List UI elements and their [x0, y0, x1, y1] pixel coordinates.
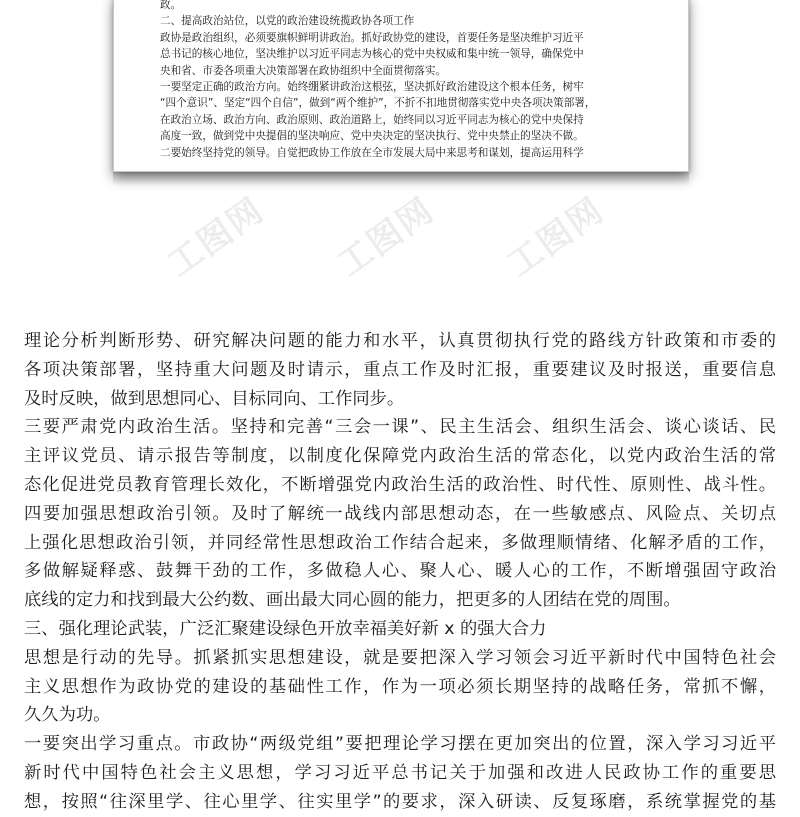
body-line: 多做解疑释惑、鼓舞干劲的工作，多做稳人心、聚人心、暖人心的工作，不断增强固守政治 — [24, 561, 776, 582]
preview-line: 高度一致，做到党中央提倡的坚决响应、党中央决定的坚决执行、党中央禁止的坚决不做。 — [160, 130, 584, 143]
preview-area — [0, 0, 800, 300]
body-line: 思想是行动的先导。抓紧抓实思想建设，就是要把深入学习领会习近平新时代中国特色社会 — [24, 647, 776, 668]
body-line: 主义思想作为政协党的建设的基础性工作，作为一项必须长期坚持的战略任务，常抓不懈， — [24, 676, 776, 697]
body-line: 主评议党员、请示报告等制度，以制度化保障党内政治生活的常态化，以党内政治生活的常 — [24, 446, 776, 467]
body-line: 各项决策部署，坚持重大问题及时请示，重点工作及时汇报，重要建议及时报送，重要信息 — [24, 359, 776, 380]
watermark: 工图网 — [500, 190, 612, 285]
card-shadow — [113, 172, 689, 186]
document-preview-text — [160, 0, 680, 161]
watermark: 工图网 — [160, 190, 272, 285]
preview-line: 总书记的核心地位，坚决维护以习近平同志为核心的党中央权威和集中统一领导，确保党中 — [160, 48, 584, 61]
preview-line: “四个意识”、坚定“四个自信”，做到“两个维护”，不折不扣地贯彻落实党中央各项决策部署， — [160, 97, 596, 110]
preview-line: 二、提高政治站位，以党的政治建设统揽政协各项工作 — [160, 15, 415, 28]
body-line: 一要突出学习重点。市政协“两级党组”要把理论学习摆在更加突出的位置，深入学习习近平 — [24, 734, 776, 755]
body-line: 三要严肃党内政治生活。坚持和完善“三会一课”、民主生活会、组织生活会、谈心谈话、民 — [24, 417, 776, 438]
preview-line: 二要始终坚持党的领导。自觉把政协工作放在全市发展大局中来思考和谋划，提高运用科学 — [160, 146, 584, 159]
document-preview-card — [113, 0, 689, 172]
body-line: 想，按照“往深里学、往心里学、往实里学”的要求，深入研读、反复琢磨，系统掌握党的基 — [24, 791, 776, 812]
body-line: 四要加强思想政治引领。及时了解统一战线内部思想动态，在一些敏感点、风险点、关切点 — [24, 503, 776, 524]
body-line: 底线的定力和找到最大公约数、画出最大同心圆的能力，把更多的人团结在党的周围。 — [24, 590, 681, 611]
body-line: 三、强化理论武装，广泛汇聚建设绿色开放幸福美好新 x 的强大合力 — [24, 618, 547, 639]
body-line: 上强化思想政治引领，并同经常性思想政治工作结合起来，多做理顺情绪、化解矛盾的工作， — [24, 532, 776, 553]
preview-line: 央和省、市委各项重大决策部署在政协组织中全面贯彻落实。 — [160, 64, 447, 77]
preview-line: 政。 — [160, 0, 182, 11]
body-line: 新时代中国特色社会主义思想，学习习近平总书记关于加强和改进人民政协工作的重要思 — [24, 762, 776, 783]
body-line: 理论分析判断形势、研究解决问题的能力和水平，认真贯彻执行党的路线方针政策和市委的 — [24, 331, 776, 351]
preview-line: 一要坚定正确的政治方向。始终绷紧讲政治这根弦，坚决抓好政治建设这个根本任务，树牢 — [160, 80, 584, 93]
body-line: 及时反映，做到思想同心、目标同向、工作同步。 — [24, 388, 405, 409]
body-line: 态化促进党员教育管理长效化，不断增强党内政治生活的政治性、时代性、原则性、战斗性。 — [24, 474, 776, 495]
watermark: 工图网 — [330, 190, 442, 285]
preview-line: 政协是政治组织，必须要旗帜鲜明讲政治。抓好政协党的建设，首要任务是坚决维护习近平 — [160, 31, 584, 44]
preview-line: 在政治立场、政治方向、政治原则、政治道路上，始终同以习近平同志为核心的党中央保持 — [160, 113, 584, 126]
document-body — [24, 327, 776, 817]
body-line: 久久为功。 — [24, 705, 111, 726]
